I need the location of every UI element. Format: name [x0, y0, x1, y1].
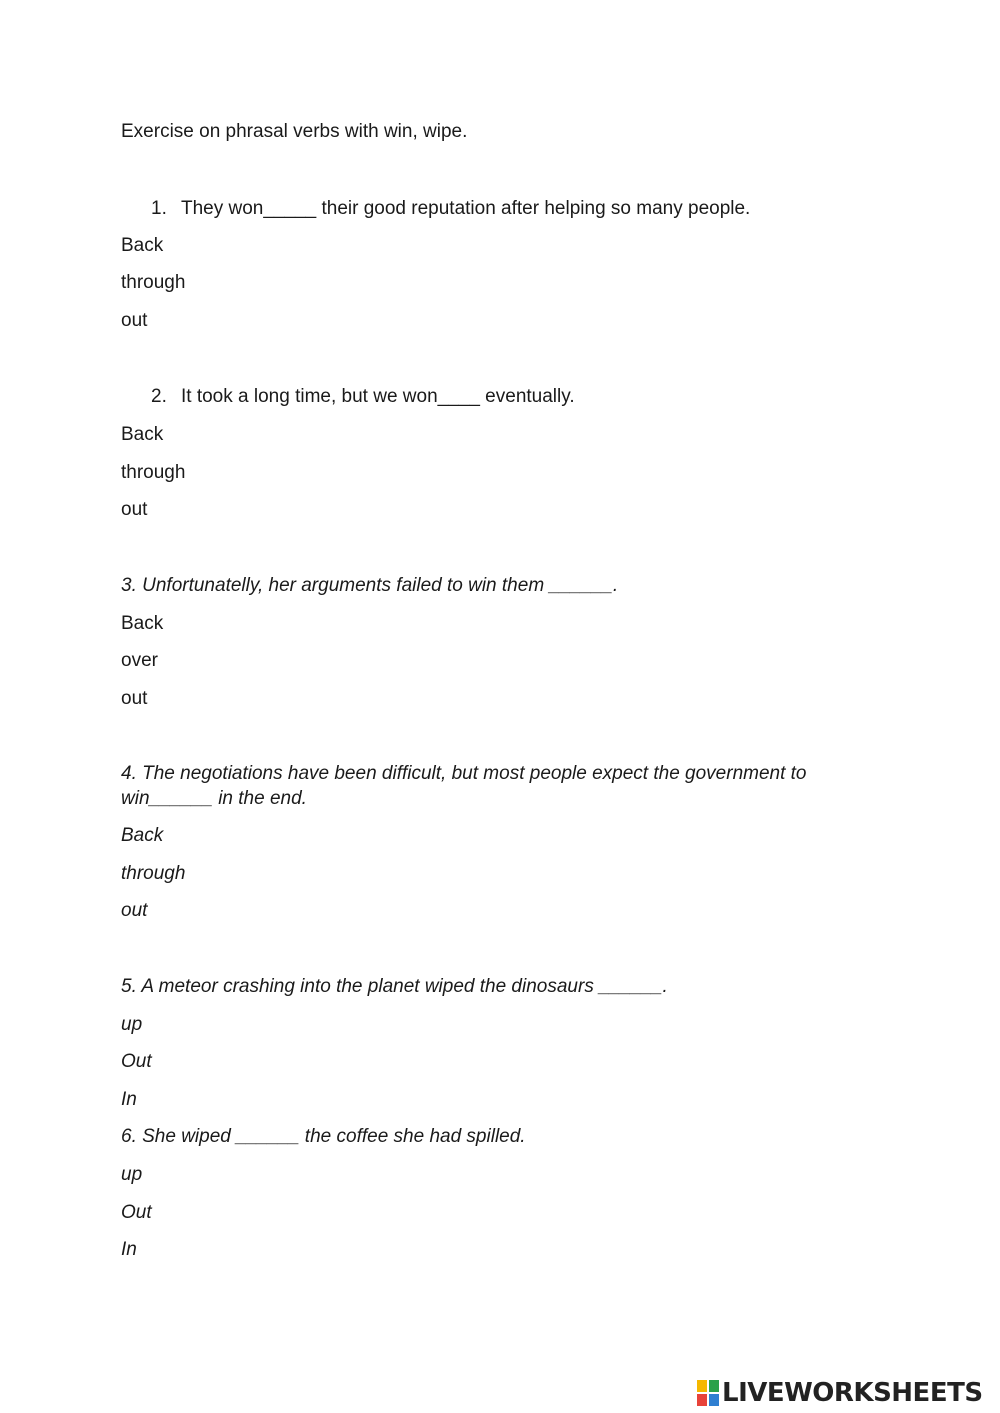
question-2-number: 2. — [151, 386, 167, 407]
q2-option-1[interactable]: Back — [121, 424, 164, 445]
q6-option-1[interactable]: up — [121, 1164, 143, 1185]
q5-option-1[interactable]: up — [121, 1014, 143, 1035]
question-4-text-line1: 4. The negotiations have been difficult, but most people expect the government to — [121, 763, 807, 784]
q5-option-2[interactable]: Out — [121, 1051, 152, 1072]
q2-option-3[interactable]: out — [121, 499, 148, 520]
question-1-number: 1. — [151, 198, 167, 219]
q1-option-3[interactable]: out — [121, 310, 148, 331]
q4-option-1[interactable]: Back — [121, 825, 164, 846]
question-5-text: 5. A meteor crashing into the planet wiped the dinosaurs ______. — [121, 976, 668, 997]
q5-option-3[interactable]: In — [121, 1089, 137, 1110]
logo-square-4 — [709, 1394, 719, 1406]
logo-square-2 — [709, 1380, 719, 1392]
liveworksheets-logo-icon — [697, 1380, 719, 1406]
q1-option-1[interactable]: Back — [121, 235, 164, 256]
q1-option-2[interactable]: through — [121, 272, 186, 293]
q4-option-3[interactable]: out — [121, 900, 148, 921]
question-4-text-line2: win______ in the end. — [121, 788, 307, 809]
question-1-text: They won_____ their good reputation after helping so many people. — [181, 198, 751, 219]
q2-option-2[interactable]: through — [121, 462, 186, 483]
worksheet-title: Exercise on phrasal verbs with win, wipe. — [121, 121, 468, 142]
q6-option-3[interactable]: In — [121, 1239, 137, 1260]
q3-option-3[interactable]: out — [121, 688, 148, 709]
q4-option-2[interactable]: through — [121, 863, 186, 884]
question-3-text: 3. Unfortunatelly, her arguments failed to win them ______. — [121, 575, 619, 596]
logo-square-1 — [697, 1380, 707, 1392]
question-2-text: It took a long time, but we won____ eventually. — [181, 386, 575, 407]
q3-option-1[interactable]: Back — [121, 613, 164, 634]
question-6-text: 6. She wiped ______ the coffee she had spilled. — [121, 1126, 526, 1147]
q6-option-2[interactable]: Out — [121, 1202, 152, 1223]
logo-square-3 — [697, 1394, 707, 1406]
q3-option-2[interactable]: over — [121, 650, 158, 671]
liveworksheets-logo — [697, 1378, 983, 1408]
liveworksheets-logo-text: LIVEWORKSHEETS — [722, 1378, 983, 1408]
